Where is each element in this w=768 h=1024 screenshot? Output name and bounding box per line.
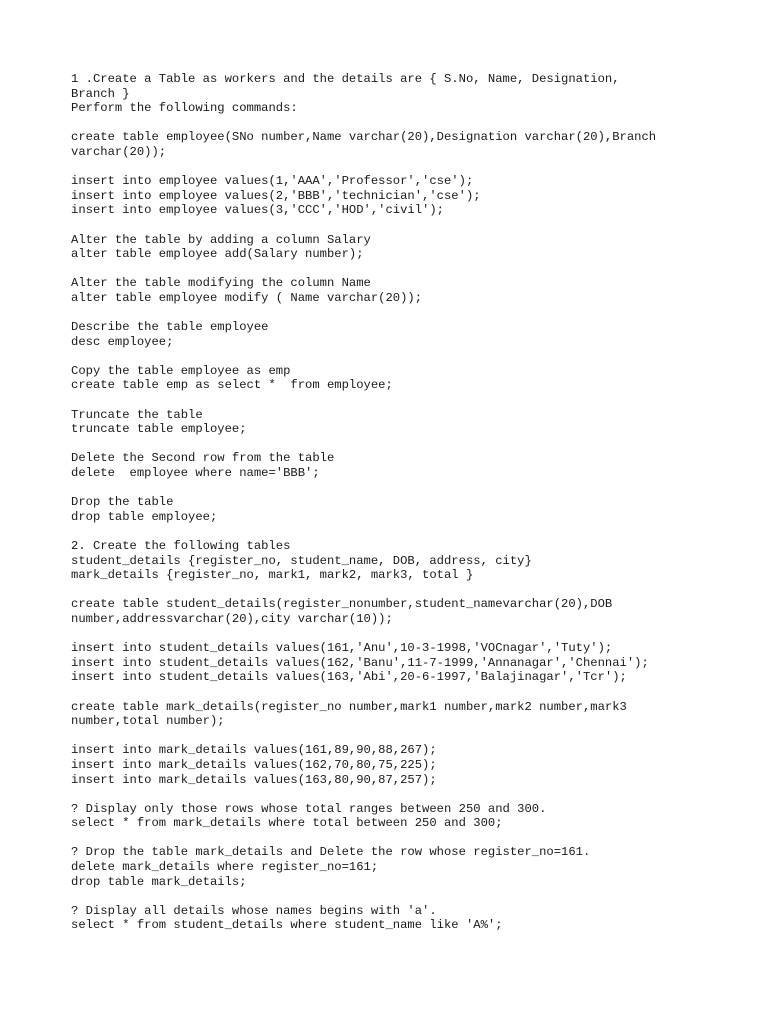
task-1-heading <box>71 72 731 116</box>
code-line: delete employee where name='BBB'; <box>71 466 320 481</box>
text-line: Perform the following commands: <box>71 101 298 116</box>
code-line: create table mark_details(register_no number,mark1 number,mark2 number,mark3 <box>71 699 627 714</box>
code-line: insert into employee values(3,'CCC','HOD','civil'); <box>71 203 444 218</box>
code-line: select * from student_details where student_name like 'A%'; <box>71 918 503 933</box>
code-line: alter table employee add(Salary number); <box>71 247 364 262</box>
text-line: mark_details {register_no, mark1, mark2, mark3, total } <box>71 568 474 583</box>
text-line: ? Display only those rows whose total ranges between 250 and 300. <box>71 801 547 816</box>
query-name-like-block <box>71 904 731 933</box>
text-line: student_details {register_no, student_name, DOB, address, city} <box>71 553 532 568</box>
create-mark-details-block <box>71 700 731 729</box>
text-line: Alter the table by adding a column Salary <box>71 232 371 247</box>
text-line: Alter the table modifying the column Name <box>71 276 371 291</box>
insert-mark-details-block <box>71 743 731 787</box>
insert-student-details-block <box>71 641 731 685</box>
query-drop-delete-block <box>71 845 731 889</box>
code-line: insert into student_details values(163,'Abi',20-6-1997,'Balajinagar','Tcr'); <box>71 670 627 685</box>
code-line: create table student_details(register_nonumber,student_namevarchar(20),DOB <box>71 597 613 612</box>
code-line: select * from mark_details where total between 250 and 300; <box>71 816 503 831</box>
text-line: 2. Create the following tables <box>71 539 291 553</box>
create-employee-block <box>71 130 731 159</box>
task-2-heading <box>71 539 731 583</box>
insert-employee-block <box>71 174 731 218</box>
code-line: delete mark_details where register_no=161; <box>71 860 379 875</box>
copy-table-block <box>71 364 731 393</box>
query-total-range-block <box>71 802 731 831</box>
describe-block <box>71 320 731 349</box>
code-line: insert into student_details values(161,'Anu',10-3-1998,'VOCnagar','Tuty'); <box>71 641 613 656</box>
text-line: Truncate the table <box>71 407 203 422</box>
code-line: desc employee; <box>71 334 174 349</box>
alter-modify-block <box>71 276 731 305</box>
text-line: ? Drop the table mark_details and Delete the row whose register_no=161. <box>71 845 591 860</box>
code-line: insert into student_details values(162,'Banu',11-7-1999,'Annanagar','Chennai'); <box>71 655 649 670</box>
text-line: Copy the table employee as emp <box>71 363 291 378</box>
code-line: insert into mark_details values(162,70,80,75,225); <box>71 757 437 772</box>
code-line: number,addressvarchar(20),city varchar(10)); <box>71 611 393 626</box>
text-line: Delete the Second row from the table <box>71 451 335 466</box>
text-line: Drop the table <box>71 495 174 510</box>
delete-row-block <box>71 451 731 480</box>
code-line: insert into mark_details values(163,80,90,87,257); <box>71 772 437 787</box>
alter-add-block <box>71 233 731 262</box>
code-line: alter table employee modify ( Name varchar(20)); <box>71 290 423 305</box>
code-line: drop table mark_details; <box>71 874 247 889</box>
code-line: insert into employee values(1,'AAA','Professor','cse'); <box>71 174 474 189</box>
code-line: create table emp as select * from employee; <box>71 378 393 393</box>
code-line: drop table employee; <box>71 509 218 524</box>
truncate-block <box>71 408 731 437</box>
code-line: varchar(20)); <box>71 144 167 159</box>
code-line: insert into employee values(2,'BBB','technician','cse'); <box>71 188 481 203</box>
code-line: insert into mark_details values(161,89,90,88,267); <box>71 743 437 758</box>
code-line: number,total number); <box>71 714 225 729</box>
text-line: 1 .Create a Table as workers and the details are { S.No, Name, Designation, <box>71 72 620 86</box>
create-student-details-block <box>71 597 731 626</box>
text-line: Describe the table employee <box>71 320 269 335</box>
code-line: truncate table employee; <box>71 422 247 437</box>
document-body <box>71 72 731 948</box>
code-line: create table employee(SNo number,Name varchar(20),Designation varchar(20),Branch <box>71 130 657 145</box>
drop-table-block <box>71 495 731 524</box>
text-line: ? Display all details whose names begins with 'a'. <box>71 903 437 918</box>
text-line: Branch } <box>71 86 130 101</box>
